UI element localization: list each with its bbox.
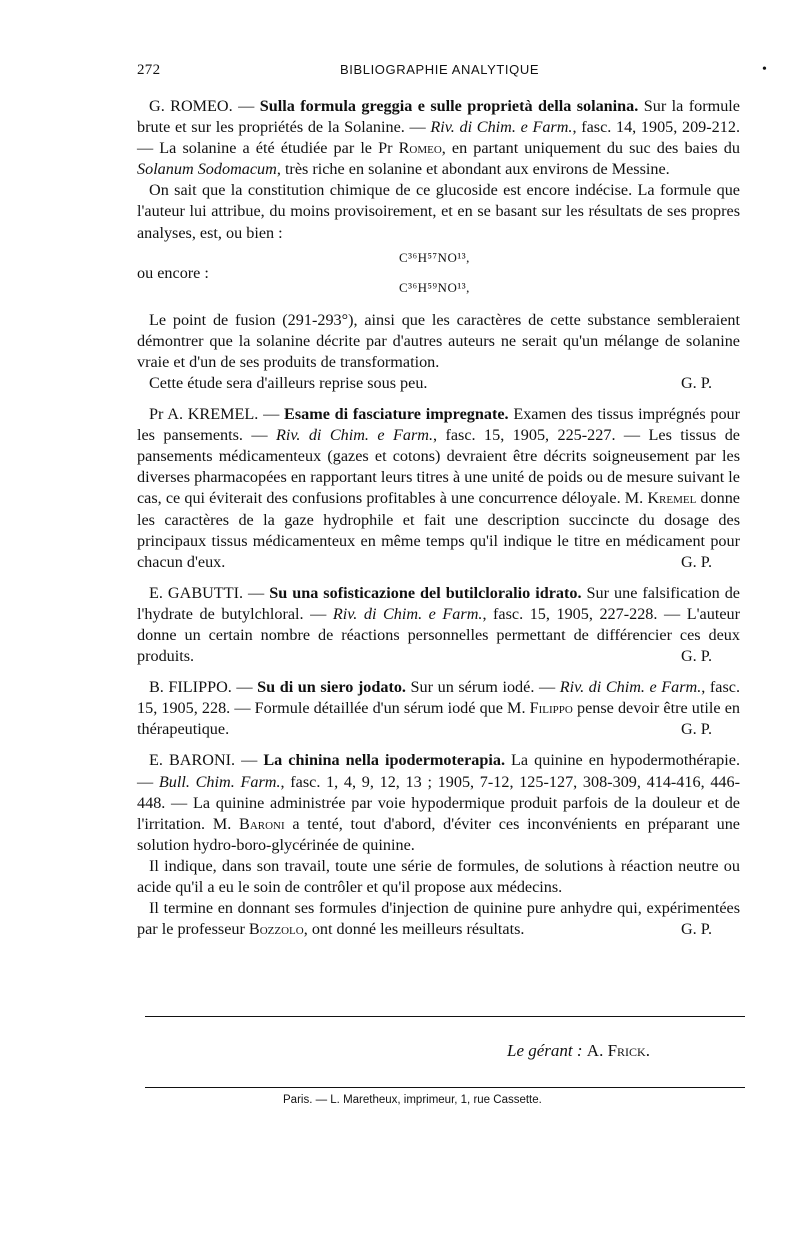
entry-paragraph: Il termine en donnant ses formules d'injection de quinine pure anhydre qui, expérimentées par le professeur Bozzolo, ont donné les meilleurs résultats. G. P. [137, 898, 740, 940]
formula-connector: ou encore : [137, 263, 209, 282]
author-name-smallcaps: Bozzolo [248, 920, 304, 939]
entry-paragraph: G. ROMEO. — Sulla formula greggia e sulle proprietà della solanina. Sur la formule brute et sur les propriétés de la Solanine. — Riv. di Chim. e Farm., fasc. 14, 1905, 209-212. — La solanine a été étudiée par le Pr Romeo, en partant uniquement du suc des baies du Solanum Sodomacum, très riche en solanine et abondant aux environs de Messine. [137, 97, 740, 179]
entry-paragraph: E. GABUTTI. — Su una sofisticazione del butilcloralio idrato. Sur une falsification de l'hydrate de butylchloral. — Riv. di Chim. e Farm., fasc. 15, 1905, 227-228. — L'auteur donne un certain nombre de réactions personnelles permettant de différencier ces deux produits. G. P. [137, 583, 740, 667]
entry-author: G. ROMEO. [149, 97, 233, 115]
entry-author: Pr A. KREMEL. [149, 405, 259, 424]
divider-rule [145, 1087, 745, 1088]
author-name-smallcaps: Romeo [398, 139, 442, 158]
signature: G. P. [680, 552, 712, 571]
page-body [137, 62, 740, 940]
entry-paragraph: On sait que la constitution chimique de ce glucoside est encore indécise. La formule que l'auteur lui attribue, du moins provisoirement, et en se basant sur les résultats de ses propres analyses, est, ou bien : [137, 181, 740, 242]
entry-title: Esame di fasciature impregnate. [284, 405, 509, 424]
running-head [137, 62, 740, 86]
entry-title: Sulla formula greggia e sulle proprietà della solanina. [259, 97, 639, 115]
entry-paragraph: E. BARONI. — La chinina nella ipodermoterapia. La quinine en hypodermothérapie. — Bull. Chim. Farm., fasc. 1, 4, 9, 12, 13 ; 1905, 7-12, 125-127, 308-309, 414-416, 446-448. — La quinine administrée par voie hypodermique produit parfois de la douleur et de l'irritation. M. Baroni a tenté, tout d'abord, d'éviter ces inconvénients en préparant une solution hydro-boro-glycérinée de quinine. [137, 751, 741, 854]
entry-gabutti [137, 583, 740, 667]
page-number: 272 [137, 62, 161, 78]
entry-paragraph: Le point de fusion (291-293°), ainsi que les caractères de cette substance sembleraient démontrer que la solanine décrite par d'autres auteurs ne serait qu'un mélange de solanine vraie et d'un de ses produits de transformation. [137, 310, 740, 371]
species-name: Solanum Sodomacum [137, 160, 277, 179]
formula-block [137, 246, 740, 304]
journal-name: Riv. di Chim. e Farm. [332, 604, 483, 623]
signature: G. P. [680, 373, 712, 392]
entry-paragraph: Pr A. KREMEL. — Esame di fasciature impregnate. Examen des tissus imprégnés pour les pansements. — Riv. di Chim. e Farm., fasc. 15, 1905, 225-227. — Les tissus de pansements médicamenteux (gazes et cotons) devraient être décrits soigneusement par les diverses pharmacopées en rapportant leurs titres à une unité de poids ou de mesure suivant le cas, ce qui éviterait des confusions profitables à une concurrence déloyale. M. Kremel donne les caractères de la gaze hydrophile et fait une description succincte du dosage des principaux tissus médicamenteux en même temps qu'il indique le titre en médicament pour chacun d'eux. G. P. [137, 404, 740, 573]
entry-kremel [137, 404, 740, 573]
entry-title: Su una sofisticazione del butilcloralio idrato. [269, 583, 582, 602]
entry-filippo [137, 677, 740, 740]
entry-author: E. GABUTTI. [149, 583, 244, 602]
author-name-smallcaps: Kremel [647, 489, 697, 508]
entry-paragraph: B. FILIPPO. — Su di un siero jodato. Sur un sérum iodé. — Riv. di Chim. e Farm., fasc. 15, 1905, 228. — Formule détaillée d'un sérum iodé que M. Filippo pense devoir être utile en thérapeutique. G. P. [137, 677, 740, 740]
entry-title: La chinina nella ipodermoterapia. [263, 751, 505, 770]
entry-author: E. BARONI. [149, 751, 236, 770]
author-name-smallcaps: Baroni [239, 814, 285, 833]
entry-paragraph: Il indique, dans son travail, toute une série de formules, de solutions à réaction neutre ou acide qu'il a eu le soin de contrôler et qu'il propose aux médecins. [137, 856, 740, 896]
entry-romeo [137, 96, 740, 394]
signature: G. P. [680, 920, 712, 939]
gerant-name: A. Frick. [586, 1041, 650, 1060]
divider-rule [145, 1016, 745, 1017]
printer-imprint: Paris. — L. Maretheux, imprimeur, 1, rue Cassette. [283, 1094, 542, 1106]
entry-title: Su di un siero jodato. [257, 678, 406, 697]
entry-paragraph: Cette étude sera d'ailleurs reprise sous peu. G. P. [137, 373, 740, 394]
journal-name: Riv. di Chim. e Farm. [559, 678, 702, 697]
signature: G. P. [680, 647, 712, 666]
journal-name: Riv. di Chim. e Farm. [276, 426, 434, 445]
stray-mark: • [762, 62, 767, 77]
chemical-formula: C³⁶H⁵⁹NO¹³, [399, 279, 470, 295]
gerant-label: Le gérant : [507, 1041, 583, 1060]
gerant-line [507, 1041, 650, 1061]
running-title: BIBLIOGRAPHIE ANALYTIQUE [340, 62, 540, 77]
chemical-formula: C³⁶H⁵⁷NO¹³, [399, 249, 470, 265]
entry-baroni [137, 750, 740, 940]
journal-name: Bull. Chim. Farm. [158, 772, 281, 791]
entry-author: B. FILIPPO. [149, 678, 232, 697]
journal-name: Riv. di Chim. e Farm. [430, 118, 573, 137]
signature: G. P. [680, 720, 712, 739]
author-name-smallcaps: Filippo [529, 699, 573, 718]
